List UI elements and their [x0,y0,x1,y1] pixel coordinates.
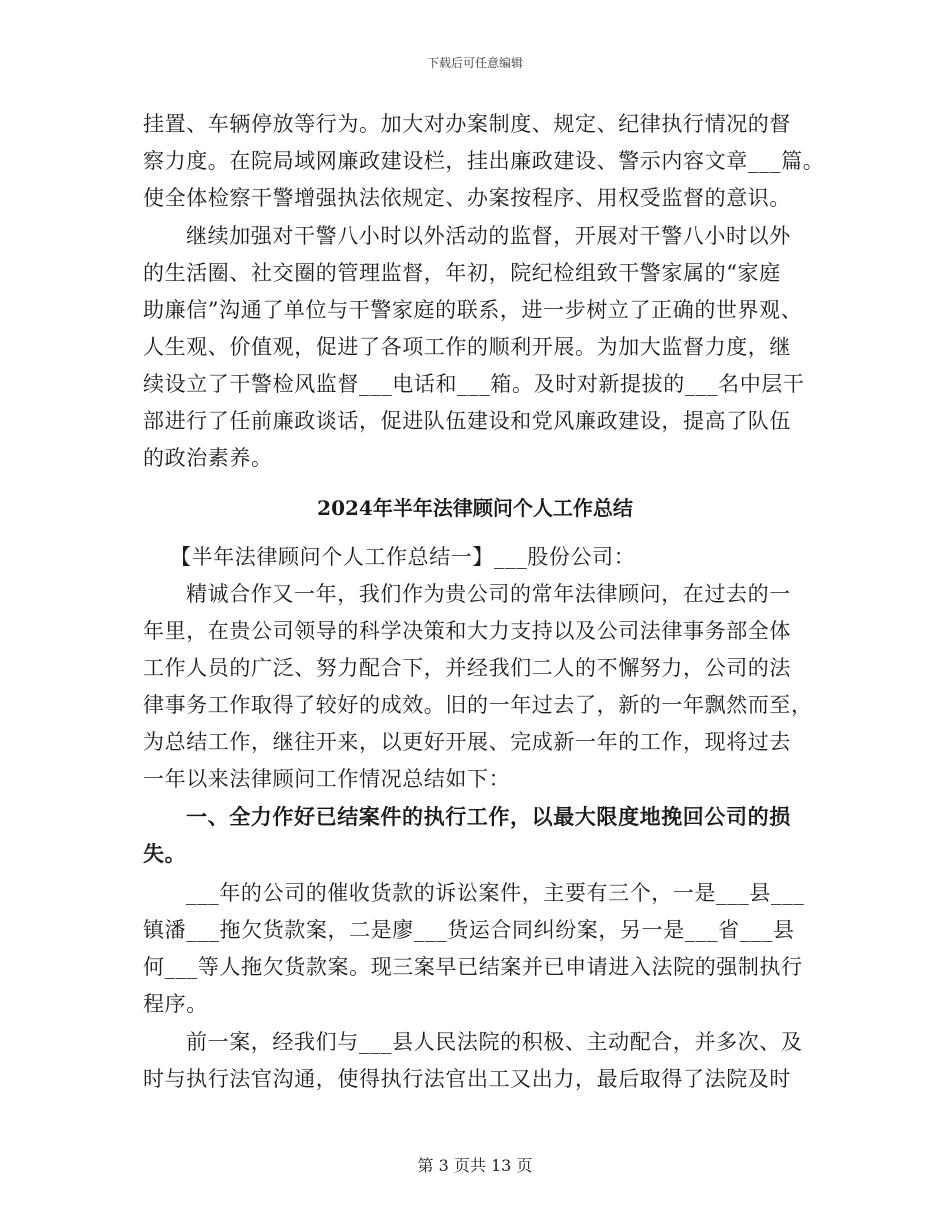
paragraph-line: 一年以来法律顾问工作情况总结如下： [143,767,511,791]
paragraph-line: 察力度。在院局域网廉政建设栏，挂出廉政建设、警示内容文章___篇。 [143,149,825,173]
paragraph-line: 助廉信”沟通了单位与干警家庭的联系，进一步树立了正确的世界观、 [143,298,803,322]
paragraph-line: 的生活圈、社交圈的管理监督，年初，院纪检组致干警家属的“家庭 [143,261,781,285]
paragraph-line: 何___等人拖欠货款案。现三案早已结案并已申请进入法院的强制执行 [143,955,803,979]
paragraph-line: 的政治素养。 [143,446,273,470]
paragraph-line: 律事务工作取得了较好的成效。旧的一年过去了，新的一年飘然而至， [143,693,813,717]
page-footer: 第 3 页共 13 页 [417,1156,533,1175]
paragraph-line: 前一案，经我们与___县人民法院的积极、主动配合，并多次、及 [186,1030,803,1054]
page-header: 下载后可任意编辑 [426,56,523,70]
paragraph-line: 年里，在贵公司领导的科学决策和大力支持以及公司法律事务部全体 [143,619,791,643]
section-intro: 【半年法律顾问个人工作总结一】___股份公司： [170,545,636,569]
section-heading: 失。 [143,841,187,866]
paragraph-line: 精诚合作又一年，我们作为贵公司的常年法律顾问，在过去的一 [186,582,791,606]
section-heading: 一、全力作好已结案件的执行工作，以最大限度地挽回公司的损 [186,804,791,829]
paragraph-line: 为总结工作，继往开来，以更好开展、完成新一年的工作，现将过去 [143,730,791,754]
paragraph-line: 挂置、车辆停放等行为。加大对办案制度、规定、纪律执行情况的督 [143,112,791,136]
document-title: 2024年半年法律顾问个人工作总结 [317,496,633,520]
paragraph-line: 镇潘___拖欠货款案，二是廖___货运合同纠纷案，另一是___省___县 [143,918,795,942]
paragraph-line: 继续加强对干警八小时以外活动的监督，开展对干警八小时以外 [186,224,791,248]
paragraph-line: 续设立了干警检风监督___电话和___箱。及时对新提拔的___名中层干 [143,372,805,396]
paragraph-line: 时与执行法官沟通，使得执行法官出工又出力，最后取得了法院及时 [143,1067,791,1091]
paragraph-line: 程序。 [143,992,208,1016]
paragraph-line: ___年的公司的催收货款的诉讼案件，主要有三个，一是___县___ [186,881,805,905]
paragraph-line: 人生观、价值观，促进了各项工作的顺利开展。为加大监督力度，继 [143,335,791,359]
paragraph-line: 部进行了任前廉政谈话，促进队伍建设和党风廉政建设，提高了队伍 [143,409,791,433]
paragraph-line: 工作人员的广泛、努力配合下，并经我们二人的不懈努力，公司的法 [143,656,791,680]
paragraph-line: 使全体检察干警增强执法依规定、办案按程序、用权受监督的意识。 [143,186,791,210]
